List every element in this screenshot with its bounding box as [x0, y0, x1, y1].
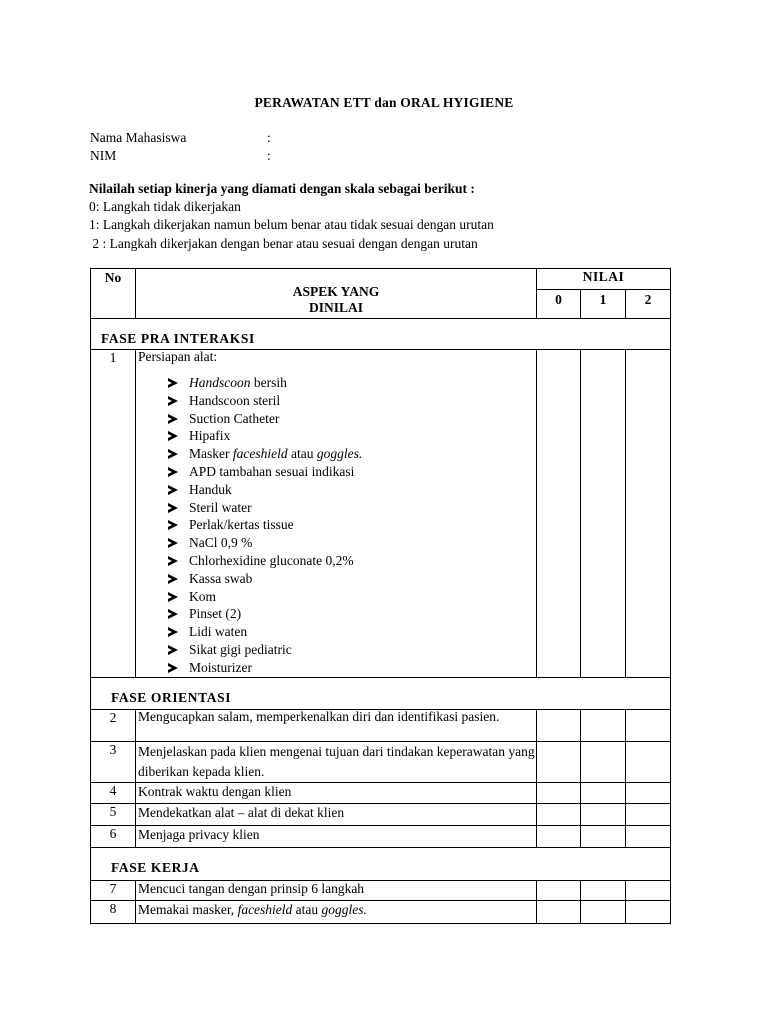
equipment-item — [168, 534, 536, 552]
header-aspek — [136, 269, 537, 319]
equipment-item-post: bersih — [250, 375, 287, 390]
row-aspect-em: faceshield — [237, 902, 293, 917]
equipment-item-pre: Lidi waten — [189, 624, 248, 640]
equipment-item — [168, 481, 536, 499]
equipment-item — [168, 588, 536, 606]
equipment-heading: Persiapan alat: — [138, 349, 218, 364]
equipment-item — [168, 516, 536, 534]
equipment-item-pre: Handscoon steril — [189, 392, 281, 408]
arrow-bullet-icon — [168, 449, 178, 459]
document-title: PERAWATAN ETT dan ORAL HYIGIENE — [254, 95, 514, 110]
scale-item-1: 1: Langkah dikerjakan namun belum benar atau tidak sesuai dengan urutan — [89, 217, 494, 232]
table-row — [91, 783, 671, 804]
equipment-item — [168, 445, 536, 463]
arrow-bullet-icon — [168, 414, 178, 424]
equipment-item-pre: Masker — [189, 446, 233, 462]
equipment-item-em: Handscoon — [189, 375, 251, 390]
phase-row-orientasi — [91, 678, 671, 710]
phase-label-orientasi: FASE ORIENTASI — [111, 690, 232, 705]
arrow-bullet-icon — [168, 431, 178, 441]
phase-cell — [91, 678, 671, 710]
scale-item-0: 0: Langkah tidak dikerjakan — [89, 199, 241, 214]
equipment-item-post: atau — [287, 446, 317, 462]
table-row — [91, 742, 671, 783]
equipment-item-pre: Sikat gigi pediatric — [189, 641, 292, 657]
equipment-item-em: faceshield — [232, 446, 288, 462]
score-cell-1[interactable] — [581, 783, 626, 804]
table-row — [91, 826, 671, 848]
phase-row-pra-interaksi — [91, 319, 671, 350]
arrow-bullet-icon — [168, 627, 178, 637]
header-score-2: 2 — [626, 290, 671, 319]
header-aspek-line2: DINILAI — [308, 300, 363, 315]
equipment-item-pre: Suction Catheter — [189, 410, 280, 426]
arrow-bullet-icon — [168, 503, 178, 513]
phase-cell — [91, 319, 671, 350]
equipment-list — [138, 374, 536, 677]
row-aspect — [136, 350, 537, 678]
scale-item-2: 2 : Langkah dikerjakan dengan benar atau sesuai dengan dengan urutan — [89, 236, 478, 251]
score-cell-0[interactable] — [537, 804, 581, 826]
equipment-item-pre: APD tambahan sesuai indikasi — [189, 463, 355, 479]
arrow-bullet-icon — [168, 574, 178, 584]
row-number: 1 — [91, 350, 136, 678]
student-nim-colon: : — [267, 148, 271, 163]
equipment-item-em2: goggles. — [316, 446, 363, 462]
header-aspek-line1: ASPEK YANG — [292, 284, 380, 299]
assessment-table — [90, 268, 671, 924]
score-cell-1[interactable] — [581, 742, 626, 783]
table-row — [91, 804, 671, 826]
arrow-bullet-icon — [168, 396, 178, 406]
student-name-row — [90, 130, 271, 146]
score-cell-0[interactable] — [537, 826, 581, 848]
phase-cell — [91, 848, 671, 881]
phase-label-pra-interaksi: FASE PRA INTERAKSI — [101, 331, 255, 346]
row-aspect: Mendekatkan alat – alat di dekat klien — [136, 804, 537, 826]
row-aspect-text: Mencuci tangan dengan prinsip 6 langkah — [138, 881, 365, 896]
student-name-label: Nama Mahasiswa — [90, 130, 187, 145]
equipment-item — [168, 641, 536, 659]
score-cell-2[interactable] — [626, 350, 671, 678]
equipment-item — [168, 392, 536, 410]
equipment-item — [168, 374, 536, 392]
equipment-item — [168, 659, 536, 677]
score-cell-2[interactable] — [626, 742, 671, 783]
arrow-bullet-icon — [168, 592, 178, 602]
score-cell-1[interactable] — [581, 901, 626, 924]
row-number: 3 — [91, 742, 136, 783]
equipment-item-pre: NaCl 0,9 % — [189, 535, 253, 551]
equipment-item — [168, 570, 536, 588]
student-nim-row — [90, 148, 271, 164]
arrow-bullet-icon — [168, 645, 178, 655]
equipment-item — [168, 427, 536, 445]
score-cell-0[interactable] — [537, 881, 581, 901]
row-number: 7 — [91, 881, 136, 901]
equipment-item-pre: Handuk — [189, 481, 232, 497]
row-aspect: Kontrak waktu dengan klien — [136, 783, 537, 804]
equipment-item — [168, 499, 536, 517]
row-number: 2 — [91, 710, 136, 742]
equipment-item-pre: Moisturizer — [189, 659, 252, 675]
score-cell-2[interactable] — [626, 901, 671, 924]
arrow-bullet-icon — [168, 538, 178, 548]
score-cell-2[interactable] — [626, 804, 671, 826]
score-cell-0[interactable] — [537, 901, 581, 924]
equipment-item-pre: Kassa swab — [189, 570, 253, 586]
row-aspect — [136, 901, 537, 924]
row-aspect: Mengucapkan salam, memperkenalkan diri dan identifikasi pasien. — [136, 710, 537, 742]
score-cell-1[interactable] — [581, 826, 626, 848]
arrow-bullet-icon — [168, 609, 178, 619]
score-cell-2[interactable] — [626, 826, 671, 848]
row-aspect: Menjaga privacy klien — [136, 826, 537, 848]
row-aspect — [136, 881, 537, 901]
row-number: 4 — [91, 783, 136, 804]
score-cell-1[interactable] — [581, 710, 626, 742]
header-score-1: 1 — [581, 290, 626, 319]
arrow-bullet-icon — [168, 485, 178, 495]
arrow-bullet-icon — [168, 556, 178, 566]
score-cell-0[interactable] — [537, 350, 581, 678]
table-row — [91, 350, 671, 678]
arrow-bullet-icon — [168, 467, 178, 477]
equipment-item-pre: Chlorhexidine gluconate 0,2% — [189, 552, 354, 568]
equipment-item-pre: Kom — [189, 588, 216, 604]
score-cell-0[interactable] — [537, 710, 581, 742]
row-number: 8 — [91, 901, 136, 924]
score-cell-2[interactable] — [626, 783, 671, 804]
equipment-item — [168, 552, 536, 570]
equipment-item-pre: Steril water — [189, 499, 252, 515]
score-cell-2[interactable] — [626, 710, 671, 742]
equipment-item-pre: Pinset (2) — [189, 606, 242, 622]
phase-row-kerja — [91, 848, 671, 881]
arrow-bullet-icon — [168, 378, 178, 388]
equipment-item — [168, 410, 536, 428]
score-cell-0[interactable] — [537, 783, 581, 804]
equipment-item-pre: Hipafix — [189, 428, 231, 444]
row-number: 5 — [91, 804, 136, 826]
header-no: No — [91, 269, 136, 319]
row-aspect-em-2: goggles. — [321, 902, 367, 917]
equipment-item-pre: Perlak/kertas tissue — [189, 517, 294, 533]
score-cell-1[interactable] — [581, 881, 626, 901]
score-cell-2[interactable] — [626, 881, 671, 901]
table-row — [91, 901, 671, 924]
arrow-bullet-icon — [168, 520, 178, 530]
row-aspect-text-2: atau — [292, 902, 322, 917]
score-cell-0[interactable] — [537, 742, 581, 783]
equipment-item — [168, 605, 536, 623]
student-name-colon: : — [267, 130, 271, 145]
equipment-item — [168, 623, 536, 641]
header-nilai: NILAI — [537, 269, 671, 290]
arrow-bullet-icon — [168, 663, 178, 673]
header-score-0: 0 — [537, 290, 581, 319]
score-cell-1[interactable] — [581, 804, 626, 826]
header-row-top — [91, 269, 671, 290]
row-aspect: Menjelaskan pada klien mengenai tujuan dari tindakan keperawatan yang diberikan kepada klien. — [136, 742, 537, 783]
row-aspect-text: Memakai masker, — [138, 902, 238, 917]
row-number: 6 — [91, 826, 136, 848]
score-cell-1[interactable] — [581, 350, 626, 678]
table-row — [91, 881, 671, 901]
scale-heading: Nilailah setiap kinerja yang diamati dengan skala sebagai berikut : — [89, 181, 475, 196]
table-row — [91, 710, 671, 742]
phase-label-kerja: FASE KERJA — [111, 860, 200, 875]
equipment-item — [168, 463, 536, 481]
student-nim-label: NIM — [90, 148, 117, 163]
